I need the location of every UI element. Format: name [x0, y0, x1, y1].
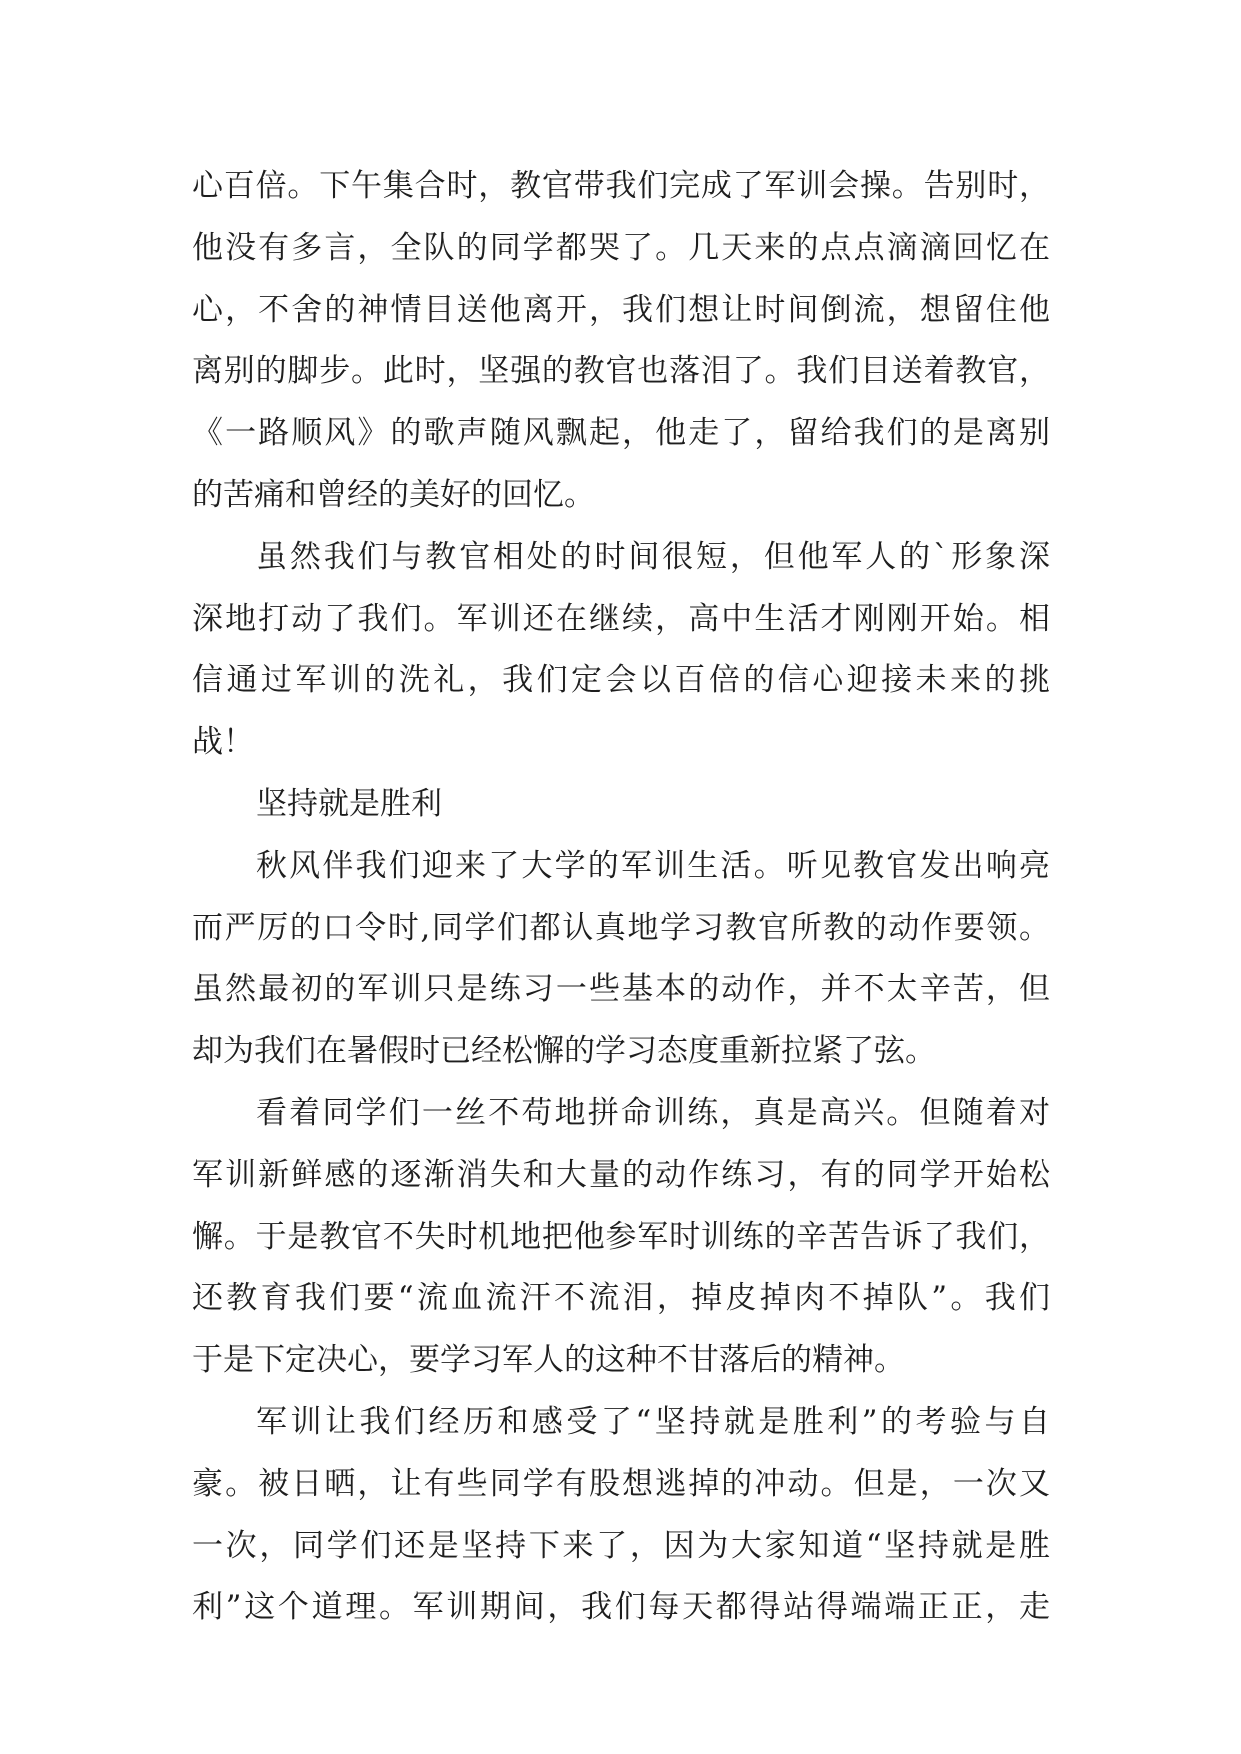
text-line: 深地打动了我们。军训还在继续，高中生活才刚刚开始。相 — [192, 600, 1050, 637]
document-body — [192, 156, 1050, 1639]
paragraph-first-line: 虽然我们与教官相处的时间很短，但他军人的`形象深 — [256, 538, 1050, 575]
text-line: 一次，同学们还是坚持下来了，因为大家知道“坚持就是胜 — [192, 1527, 1050, 1564]
text-line: 豪。被日晒，让有些同学有股想逃掉的冲动。但是，一次又 — [192, 1465, 1050, 1502]
text-line: 而严厉的口令时,同学们都认真地学习教官所教的动作要领。 — [192, 909, 1050, 946]
text-line: 的苦痛和曾经的美好的回忆。 — [192, 476, 595, 513]
text-line: 他没有多言，全队的同学都哭了。几天来的点点滴滴回忆在 — [192, 229, 1050, 266]
text-line: 却为我们在暑假时已经松懈的学习态度重新拉紧了弦。 — [192, 1033, 936, 1070]
section-heading: 坚持就是胜利 — [256, 785, 442, 822]
text-line: 懈。于是教官不失时机地把他参军时训练的辛苦告诉了我们， — [192, 1218, 1050, 1255]
text-line: 心，不舍的神情目送他离开，我们想让时间倒流，想留住他 — [192, 291, 1050, 328]
paragraph-first-line: 军训让我们经历和感受了“坚持就是胜利”的考验与自 — [256, 1403, 1050, 1440]
text-line: 战！ — [192, 724, 254, 761]
paragraph-first-line: 秋风伴我们迎来了大学的军训生活。听见教官发出响亮 — [256, 847, 1050, 884]
text-line: 离别的脚步。此时，坚强的教官也落泪了。我们目送着教官， — [192, 353, 1050, 390]
text-line: 《一路顺风》的歌声随风飘起，他走了，留给我们的是离别 — [192, 415, 1050, 452]
text-line: 虽然最初的军训只是练习一些基本的动作，并不太辛苦，但 — [192, 971, 1050, 1008]
text-line: 信通过军训的洗礼，我们定会以百倍的信心迎接未来的挑 — [192, 662, 1050, 699]
text-line: 心百倍。下午集合时，教官带我们完成了军训会操。告别时， — [192, 168, 1050, 204]
paragraph-first-line: 看着同学们一丝不苟地拼命训练，真是高兴。但随着对 — [256, 1094, 1050, 1131]
text-line: 利”这个道理。军训期间，我们每天都得站得端端正正，走 — [192, 1589, 1050, 1626]
text-line: 军训新鲜感的逐渐消失和大量的动作练习，有的同学开始松 — [192, 1156, 1050, 1193]
text-line: 还教育我们要“流血流汗不流泪，掉皮掉肉不掉队”。我们 — [192, 1280, 1050, 1317]
text-line: 于是下定决心，要学习军人的这种不甘落后的精神。 — [192, 1342, 905, 1379]
